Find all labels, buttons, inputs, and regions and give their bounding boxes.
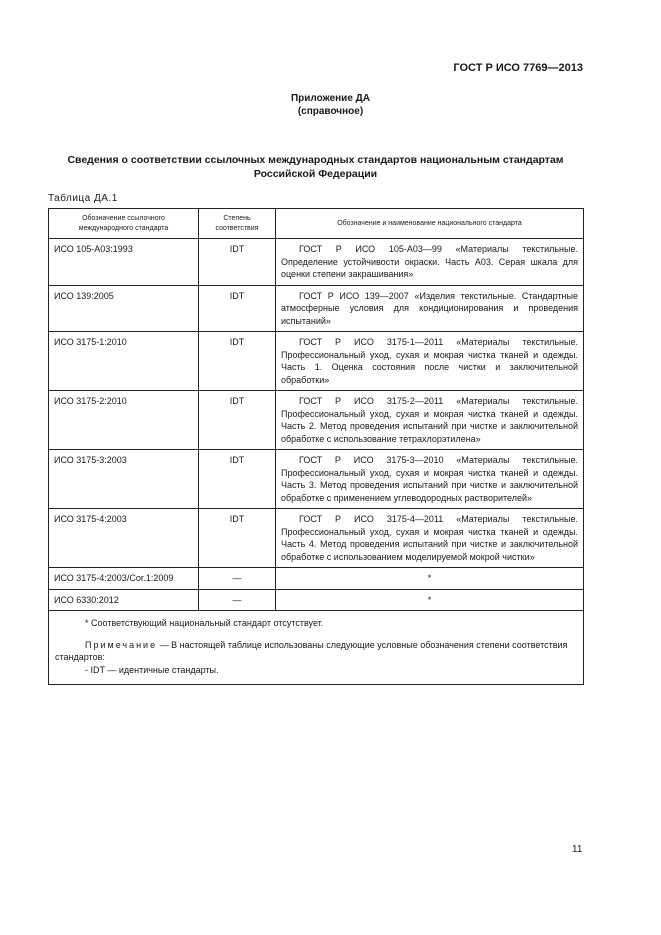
header-iso: Обозначение ссылочного международного стандарта <box>49 209 199 239</box>
document-standard-header: ГОСТ Р ИСО 7769—2013 <box>453 62 583 74</box>
note-paragraph <box>55 639 577 664</box>
note-item: - IDT — идентичные стандарты. <box>85 664 219 675</box>
footnote-text: * Соответствующий национальный стандарт отсутствует. <box>85 618 324 628</box>
iso-cell: ИСО 6330:2012 <box>49 589 199 611</box>
table-footnote-cell <box>49 611 584 685</box>
iso-cell: ИСО 3175-3:2003 <box>49 450 199 509</box>
table-row <box>49 509 584 568</box>
header-degree: Степень соответствия <box>199 209 276 239</box>
national-cell: * <box>276 589 584 611</box>
main-title: Сведения о соответствии ссылочных международных стандартов национальным стандартам Российской Федерации <box>67 154 564 180</box>
national-text: ГОСТ Р ИСО 105-А03—99 «Материалы текстильные. Определение устойчивости окраски. Часть А03. Серая шкала для оценки степени закрашивания» <box>281 244 578 279</box>
national-text: ГОСТ Р ИСО 139—2007 «Изделия текстильные. Стандартные атмосферные условия для кондиционирования и проведения испытаний» <box>281 290 578 326</box>
table-header-row <box>49 209 584 239</box>
note-text: — В настоящей таблице использованы следующие условные обозначения степени соответствия стандартов: <box>55 639 568 662</box>
national-text: ГОСТ Р ИСО 3175-3—2010 «Материалы текстильные. Профессиональный уход, сухая и мокрая чистка тканей и одежды. Часть 3. Метод проведения испытаний при чистке и заключительной обработке с применением углеводородных растворителей» <box>281 455 578 503</box>
annex-heading <box>0 92 661 118</box>
national-text: ГОСТ Р ИСО 3175-4—2011 «Материалы текстильные. Профессиональный уход, сухая и мокрая чистка тканей и одежды. Часть 4. Метод проведения испытаний при чистке и заключительной обработке с использованием моделируемой мокрой чистки» <box>281 514 578 562</box>
iso-cell: ИСО 105-А03:1993 <box>49 239 199 286</box>
table-caption: Таблица ДА.1 <box>48 193 118 204</box>
iso-cell: ИСО 3175-1:2010 <box>49 332 199 391</box>
degree-cell: IDT <box>199 239 276 286</box>
degree-cell: — <box>199 568 276 590</box>
table-footnote-row <box>49 611 584 685</box>
degree-cell: IDT <box>199 332 276 391</box>
page-number: 11 <box>572 844 583 855</box>
table-row <box>49 391 584 450</box>
table-row <box>49 285 584 332</box>
iso-cell: ИСО 3175-2:2010 <box>49 391 199 450</box>
table-row <box>49 239 584 286</box>
national-cell: * <box>276 568 584 590</box>
header-national: Обозначение и наименование национального стандарта <box>276 209 584 239</box>
degree-cell: — <box>199 589 276 611</box>
standards-table <box>48 208 584 685</box>
table-row <box>49 450 584 509</box>
table-row <box>49 568 584 590</box>
degree-cell: IDT <box>199 450 276 509</box>
annex-title: Приложение ДА <box>290 93 371 104</box>
degree-cell: IDT <box>199 509 276 568</box>
national-cell <box>276 239 584 286</box>
national-text: ГОСТ Р ИСО 3175-2—2011 «Материалы текстильные. Профессиональный уход, сухая и мокрая чистка тканей и одежды. Часть 2. Метод проведения испытаний при чистке и заключительной обработке с использование тетрахлорэтилена» <box>281 396 578 444</box>
iso-cell: ИСО 139:2005 <box>49 285 199 332</box>
national-cell <box>276 332 584 391</box>
iso-cell: ИСО 3175-4:2003/Cor.1:2009 <box>49 568 199 590</box>
national-cell <box>276 450 584 509</box>
national-cell <box>276 391 584 450</box>
table-row <box>49 589 584 611</box>
degree-cell: IDT <box>199 391 276 450</box>
national-text: ГОСТ Р ИСО 3175-1—2011 «Материалы текстильные. Профессиональный уход, сухая и мокрая чистка тканей и одежды. Часть 1. Оценка состояния после чистки и заключительной обработки» <box>281 337 578 385</box>
national-cell <box>276 509 584 568</box>
iso-cell: ИСО 3175-4:2003 <box>49 509 199 568</box>
national-cell <box>276 285 584 332</box>
note-label: Примечание <box>85 639 158 650</box>
degree-cell: IDT <box>199 285 276 332</box>
annex-subtitle: (справочное) <box>297 106 364 117</box>
table-row <box>49 332 584 391</box>
